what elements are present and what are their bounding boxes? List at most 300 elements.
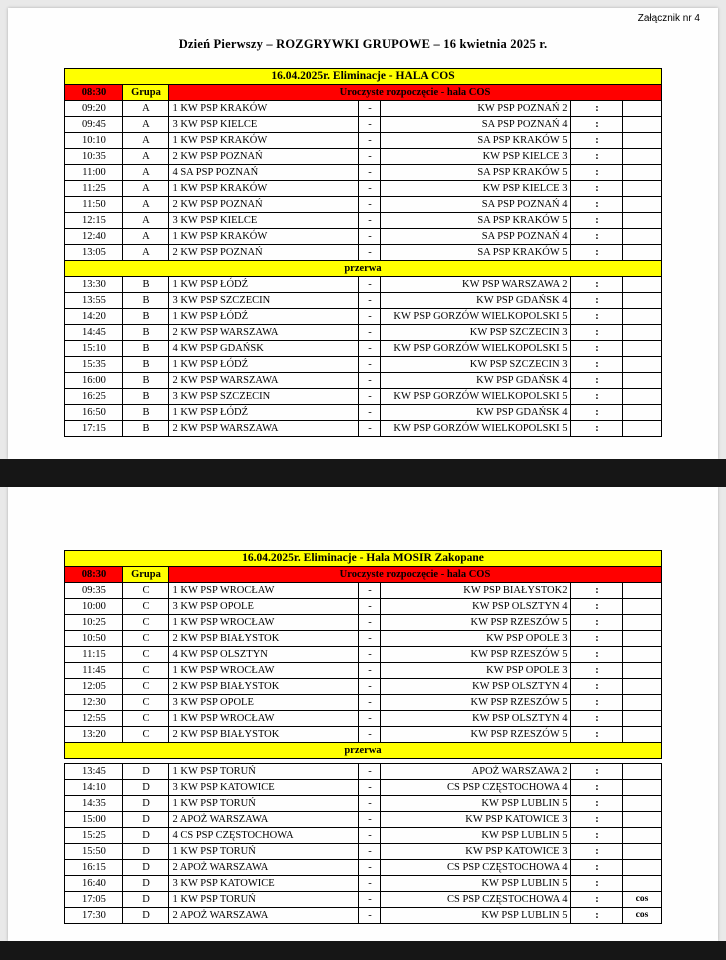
score-separator: : [571, 373, 623, 389]
match-group: A [123, 229, 169, 245]
vs-dash: - [359, 405, 381, 421]
match-note [623, 727, 661, 743]
match-note [623, 405, 661, 421]
vs-dash: - [359, 133, 381, 149]
vs-dash: - [359, 389, 381, 405]
score-separator: : [571, 117, 623, 133]
match-note: cos [623, 908, 661, 924]
match-note: cos [623, 892, 661, 908]
match-note [623, 876, 661, 892]
table-title-row [65, 551, 661, 567]
match-group: C [123, 711, 169, 727]
score-separator: : [571, 876, 623, 892]
match-row [65, 796, 661, 812]
match-time: 13:55 [65, 293, 123, 309]
match-group: B [123, 341, 169, 357]
match-note [623, 357, 661, 373]
score-separator: : [571, 695, 623, 711]
match-group: D [123, 764, 169, 780]
match-note [623, 764, 661, 780]
home-team: 3 KW PSP KATOWICE [169, 780, 359, 796]
vs-dash: - [359, 780, 381, 796]
away-team: KW PSP SZCZECIN 3 [381, 325, 571, 341]
match-row [65, 389, 661, 405]
vs-dash: - [359, 229, 381, 245]
match-group: B [123, 389, 169, 405]
match-note [623, 133, 661, 149]
score-separator: : [571, 631, 623, 647]
away-team: KW PSP GDAŃSK 4 [381, 373, 571, 389]
score-separator: : [571, 615, 623, 631]
match-group: A [123, 117, 169, 133]
match-note [623, 117, 661, 133]
score-separator: : [571, 711, 623, 727]
match-row [65, 357, 661, 373]
match-row [65, 615, 661, 631]
break-label: przerwa [65, 743, 661, 759]
match-row [65, 341, 661, 357]
match-time: 13:20 [65, 727, 123, 743]
away-team: KW PSP GORZÓW WIELKOPOLSKI 5 [381, 421, 571, 437]
match-time: 12:40 [65, 229, 123, 245]
vs-dash: - [359, 631, 381, 647]
score-separator: : [571, 165, 623, 181]
score-separator: : [571, 389, 623, 405]
match-row [65, 405, 661, 421]
match-group: C [123, 679, 169, 695]
away-team: KW PSP BIAŁYSTOK2 [381, 583, 571, 599]
home-team: 2 KW PSP WARSZAWA [169, 373, 359, 389]
match-note [623, 389, 661, 405]
match-row [65, 780, 661, 796]
match-group: D [123, 828, 169, 844]
match-row [65, 727, 661, 743]
match-time: 09:45 [65, 117, 123, 133]
match-time: 09:35 [65, 583, 123, 599]
match-row [65, 764, 661, 780]
schedule-table-body [65, 551, 661, 924]
vs-dash: - [359, 663, 381, 679]
match-row [65, 860, 661, 876]
away-team: SA PSP KRAKÓW 5 [381, 245, 571, 261]
home-team: 2 KW PSP WARSZAWA [169, 421, 359, 437]
match-group: C [123, 663, 169, 679]
match-time: 14:20 [65, 309, 123, 325]
score-separator: : [571, 780, 623, 796]
match-note [623, 780, 661, 796]
match-row [65, 421, 661, 437]
vs-dash: - [359, 165, 381, 181]
match-time: 17:05 [65, 892, 123, 908]
match-note [623, 293, 661, 309]
away-team: KW PSP OPOLE 3 [381, 631, 571, 647]
home-team: 2 KW PSP POZNAŃ [169, 245, 359, 261]
match-time: 15:10 [65, 341, 123, 357]
score-separator: : [571, 647, 623, 663]
match-group: C [123, 647, 169, 663]
match-row [65, 117, 661, 133]
score-separator: : [571, 101, 623, 117]
match-time: 16:15 [65, 860, 123, 876]
match-time: 16:25 [65, 389, 123, 405]
away-team: KW PSP RZESZÓW 5 [381, 647, 571, 663]
document-page-1 [8, 8, 718, 459]
match-group: A [123, 213, 169, 229]
match-time: 10:00 [65, 599, 123, 615]
home-team: 1 KW PSP KRAKÓW [169, 229, 359, 245]
vs-dash: - [359, 695, 381, 711]
attachment-label: Załącznik nr 4 [637, 13, 700, 24]
score-separator: : [571, 764, 623, 780]
match-row [65, 133, 661, 149]
opening-time: 08:30 [65, 85, 123, 101]
match-group: A [123, 181, 169, 197]
away-team: SA PSP POZNAŃ 4 [381, 229, 571, 245]
match-time: 10:10 [65, 133, 123, 149]
table-title-row [65, 69, 661, 85]
vs-dash: - [359, 727, 381, 743]
home-team: 1 KW PSP WROCŁAW [169, 711, 359, 727]
match-time: 09:20 [65, 101, 123, 117]
match-group: C [123, 695, 169, 711]
match-row [65, 373, 661, 389]
vs-dash: - [359, 245, 381, 261]
match-note [623, 844, 661, 860]
vs-dash: - [359, 599, 381, 615]
away-team: SA PSP KRAKÓW 5 [381, 133, 571, 149]
away-team: KW PSP LUBLIN 5 [381, 796, 571, 812]
score-separator: : [571, 583, 623, 599]
match-row [65, 229, 661, 245]
vs-dash: - [359, 149, 381, 165]
vs-dash: - [359, 293, 381, 309]
match-note [623, 615, 661, 631]
opening-ceremony-row [65, 567, 661, 583]
match-time: 12:05 [65, 679, 123, 695]
score-separator: : [571, 421, 623, 437]
match-time: 16:40 [65, 876, 123, 892]
away-team: KW PSP WARSZAWA 2 [381, 277, 571, 293]
match-time: 15:00 [65, 812, 123, 828]
break-row [65, 743, 661, 759]
match-note [623, 583, 661, 599]
match-group: A [123, 133, 169, 149]
document-page-2 [8, 487, 718, 941]
match-time: 15:25 [65, 828, 123, 844]
home-team: 2 KW PSP POZNAŃ [169, 149, 359, 165]
home-team: 2 APOŻ WARSZAWA [169, 908, 359, 924]
home-team: 3 KW PSP OPOLE [169, 695, 359, 711]
away-team: KW PSP LUBLIN 5 [381, 828, 571, 844]
vs-dash: - [359, 908, 381, 924]
match-note [623, 631, 661, 647]
away-team: KW PSP RZESZÓW 5 [381, 695, 571, 711]
away-team: KW PSP GORZÓW WIELKOPOLSKI 5 [381, 389, 571, 405]
match-group: B [123, 293, 169, 309]
match-row [65, 812, 661, 828]
vs-dash: - [359, 341, 381, 357]
match-time: 10:35 [65, 149, 123, 165]
match-time: 11:45 [65, 663, 123, 679]
vs-dash: - [359, 213, 381, 229]
home-team: 2 KW PSP WARSZAWA [169, 325, 359, 341]
home-team: 4 KW PSP OLSZTYN [169, 647, 359, 663]
home-team: 1 KW PSP WROCŁAW [169, 583, 359, 599]
match-row [65, 663, 661, 679]
match-row [65, 647, 661, 663]
match-group: A [123, 197, 169, 213]
match-row [65, 583, 661, 599]
match-group: B [123, 357, 169, 373]
away-team: KW PSP KIELCE 3 [381, 181, 571, 197]
match-time: 16:00 [65, 373, 123, 389]
match-time: 13:05 [65, 245, 123, 261]
away-team: CS PSP CZĘSTOCHOWA 4 [381, 892, 571, 908]
match-note [623, 679, 661, 695]
home-team: 1 KW PSP TORUŃ [169, 764, 359, 780]
home-team: 3 KW PSP KATOWICE [169, 876, 359, 892]
away-team: KW PSP KATOWICE 3 [381, 812, 571, 828]
score-separator: : [571, 213, 623, 229]
away-team: SA PSP POZNAŃ 4 [381, 197, 571, 213]
away-team: CS PSP CZĘSTOCHOWA 4 [381, 860, 571, 876]
opening-time: 08:30 [65, 567, 123, 583]
match-group: B [123, 325, 169, 341]
away-team: KW PSP RZESZÓW 5 [381, 615, 571, 631]
match-note [623, 309, 661, 325]
match-time: 15:50 [65, 844, 123, 860]
vs-dash: - [359, 421, 381, 437]
match-row [65, 181, 661, 197]
match-note [623, 373, 661, 389]
match-group: C [123, 583, 169, 599]
match-row [65, 844, 661, 860]
home-team: 4 SA PSP POZNAŃ [169, 165, 359, 181]
match-time: 12:55 [65, 711, 123, 727]
match-group: A [123, 165, 169, 181]
score-separator: : [571, 844, 623, 860]
vs-dash: - [359, 117, 381, 133]
vs-dash: - [359, 647, 381, 663]
group-column-header: Grupa [123, 85, 169, 101]
match-time: 14:45 [65, 325, 123, 341]
match-group: D [123, 780, 169, 796]
home-team: 1 KW PSP ŁÓDŹ [169, 309, 359, 325]
vs-dash: - [359, 181, 381, 197]
score-separator: : [571, 599, 623, 615]
match-row [65, 165, 661, 181]
score-separator: : [571, 405, 623, 421]
score-separator: : [571, 133, 623, 149]
score-separator: : [571, 727, 623, 743]
home-team: 1 KW PSP ŁÓDŹ [169, 405, 359, 421]
match-time: 11:00 [65, 165, 123, 181]
match-time: 14:35 [65, 796, 123, 812]
match-note [623, 101, 661, 117]
away-team: SA PSP KRAKÓW 5 [381, 165, 571, 181]
home-team: 3 KW PSP SZCZECIN [169, 293, 359, 309]
break-row [65, 261, 661, 277]
score-separator: : [571, 908, 623, 924]
vs-dash: - [359, 860, 381, 876]
match-row [65, 101, 661, 117]
schedule-table-mosir-zakopane [64, 550, 661, 924]
home-team: 1 KW PSP KRAKÓW [169, 181, 359, 197]
vs-dash: - [359, 325, 381, 341]
match-row [65, 293, 661, 309]
home-team: 3 KW PSP SZCZECIN [169, 389, 359, 405]
match-group: C [123, 727, 169, 743]
match-group: D [123, 844, 169, 860]
match-time: 13:30 [65, 277, 123, 293]
match-time: 12:30 [65, 695, 123, 711]
vs-dash: - [359, 812, 381, 828]
match-group: C [123, 615, 169, 631]
match-row [65, 908, 661, 924]
vs-dash: - [359, 309, 381, 325]
away-team: CS PSP CZĘSTOCHOWA 4 [381, 780, 571, 796]
score-separator: : [571, 892, 623, 908]
away-team: KW PSP OLSZTYN 4 [381, 599, 571, 615]
home-team: 4 KW PSP GDAŃSK [169, 341, 359, 357]
score-separator: : [571, 325, 623, 341]
match-time: 15:35 [65, 357, 123, 373]
vs-dash: - [359, 844, 381, 860]
match-note [623, 213, 661, 229]
away-team: KW PSP KIELCE 3 [381, 149, 571, 165]
schedule-table-hala-cos [64, 68, 661, 437]
match-note [623, 647, 661, 663]
vs-dash: - [359, 373, 381, 389]
away-team: KW PSP KATOWICE 3 [381, 844, 571, 860]
match-group: A [123, 245, 169, 261]
match-note [623, 711, 661, 727]
away-team: SA PSP KRAKÓW 5 [381, 213, 571, 229]
match-group: B [123, 421, 169, 437]
home-team: 3 KW PSP OPOLE [169, 599, 359, 615]
home-team: 2 APOŻ WARSZAWA [169, 860, 359, 876]
match-time: 11:50 [65, 197, 123, 213]
match-note [623, 197, 661, 213]
match-group: D [123, 908, 169, 924]
match-time: 12:15 [65, 213, 123, 229]
home-team: 1 KW PSP WROCŁAW [169, 615, 359, 631]
match-time: 10:50 [65, 631, 123, 647]
match-row [65, 679, 661, 695]
document-title: Dzień Pierwszy – ROZGRYWKI GRUPOWE – 16 kwietnia 2025 r. [178, 37, 548, 51]
match-row [65, 309, 661, 325]
score-separator: : [571, 149, 623, 165]
away-team: KW PSP SZCZECIN 3 [381, 357, 571, 373]
group-column-header: Grupa [123, 567, 169, 583]
match-note [623, 341, 661, 357]
match-row [65, 277, 661, 293]
home-team: 1 KW PSP KRAKÓW [169, 133, 359, 149]
home-team: 1 KW PSP ŁÓDŹ [169, 277, 359, 293]
match-group: D [123, 796, 169, 812]
away-team: KW PSP LUBLIN 5 [381, 908, 571, 924]
bottom-band [0, 941, 726, 960]
match-note [623, 599, 661, 615]
match-time: 10:25 [65, 615, 123, 631]
score-separator: : [571, 357, 623, 373]
score-separator: : [571, 197, 623, 213]
vs-dash: - [359, 892, 381, 908]
match-note [623, 245, 661, 261]
home-team: 2 APOŻ WARSZAWA [169, 812, 359, 828]
home-team: 3 KW PSP KIELCE [169, 117, 359, 133]
table-title: 16.04.2025r. Eliminacje - HALA COS [65, 69, 661, 85]
schedule-table-body [65, 69, 661, 437]
away-team: KW PSP OPOLE 3 [381, 663, 571, 679]
vs-dash: - [359, 583, 381, 599]
match-row [65, 197, 661, 213]
home-team: 3 KW PSP KIELCE [169, 213, 359, 229]
match-time: 11:25 [65, 181, 123, 197]
match-group: B [123, 277, 169, 293]
vs-dash: - [359, 197, 381, 213]
match-time: 16:50 [65, 405, 123, 421]
match-note [623, 796, 661, 812]
score-separator: : [571, 309, 623, 325]
match-note [623, 421, 661, 437]
match-note [623, 165, 661, 181]
match-note [623, 695, 661, 711]
match-note [623, 181, 661, 197]
match-time: 17:15 [65, 421, 123, 437]
score-separator: : [571, 663, 623, 679]
away-team: KW PSP POZNAŃ 2 [381, 101, 571, 117]
match-note [623, 828, 661, 844]
match-row [65, 599, 661, 615]
home-team: 1 KW PSP TORUŃ [169, 796, 359, 812]
match-row [65, 149, 661, 165]
vs-dash: - [359, 277, 381, 293]
away-team: KW PSP GORZÓW WIELKOPOLSKI 5 [381, 341, 571, 357]
match-row [65, 695, 661, 711]
home-team: 1 KW PSP ŁÓDŹ [169, 357, 359, 373]
vs-dash: - [359, 615, 381, 631]
match-note [623, 860, 661, 876]
vs-dash: - [359, 764, 381, 780]
match-note [623, 277, 661, 293]
page-separator-band [0, 459, 726, 487]
match-group: C [123, 599, 169, 615]
match-time: 14:10 [65, 780, 123, 796]
match-note [623, 149, 661, 165]
match-row [65, 828, 661, 844]
vs-dash: - [359, 828, 381, 844]
match-time: 13:45 [65, 764, 123, 780]
table-title: 16.04.2025r. Eliminacje - Hala MOSIR Zakopane [65, 551, 661, 567]
match-group: D [123, 892, 169, 908]
vs-dash: - [359, 357, 381, 373]
match-group: B [123, 405, 169, 421]
match-row [65, 892, 661, 908]
score-separator: : [571, 341, 623, 357]
home-team: 2 KW PSP POZNAŃ [169, 197, 359, 213]
score-separator: : [571, 181, 623, 197]
match-note [623, 812, 661, 828]
break-label: przerwa [65, 261, 661, 277]
match-row [65, 711, 661, 727]
match-group: B [123, 373, 169, 389]
score-separator: : [571, 229, 623, 245]
vs-dash: - [359, 679, 381, 695]
match-note [623, 229, 661, 245]
opening-ceremony-text: Uroczyste rozpoczęcie - hala COS [169, 85, 661, 101]
score-separator: : [571, 245, 623, 261]
